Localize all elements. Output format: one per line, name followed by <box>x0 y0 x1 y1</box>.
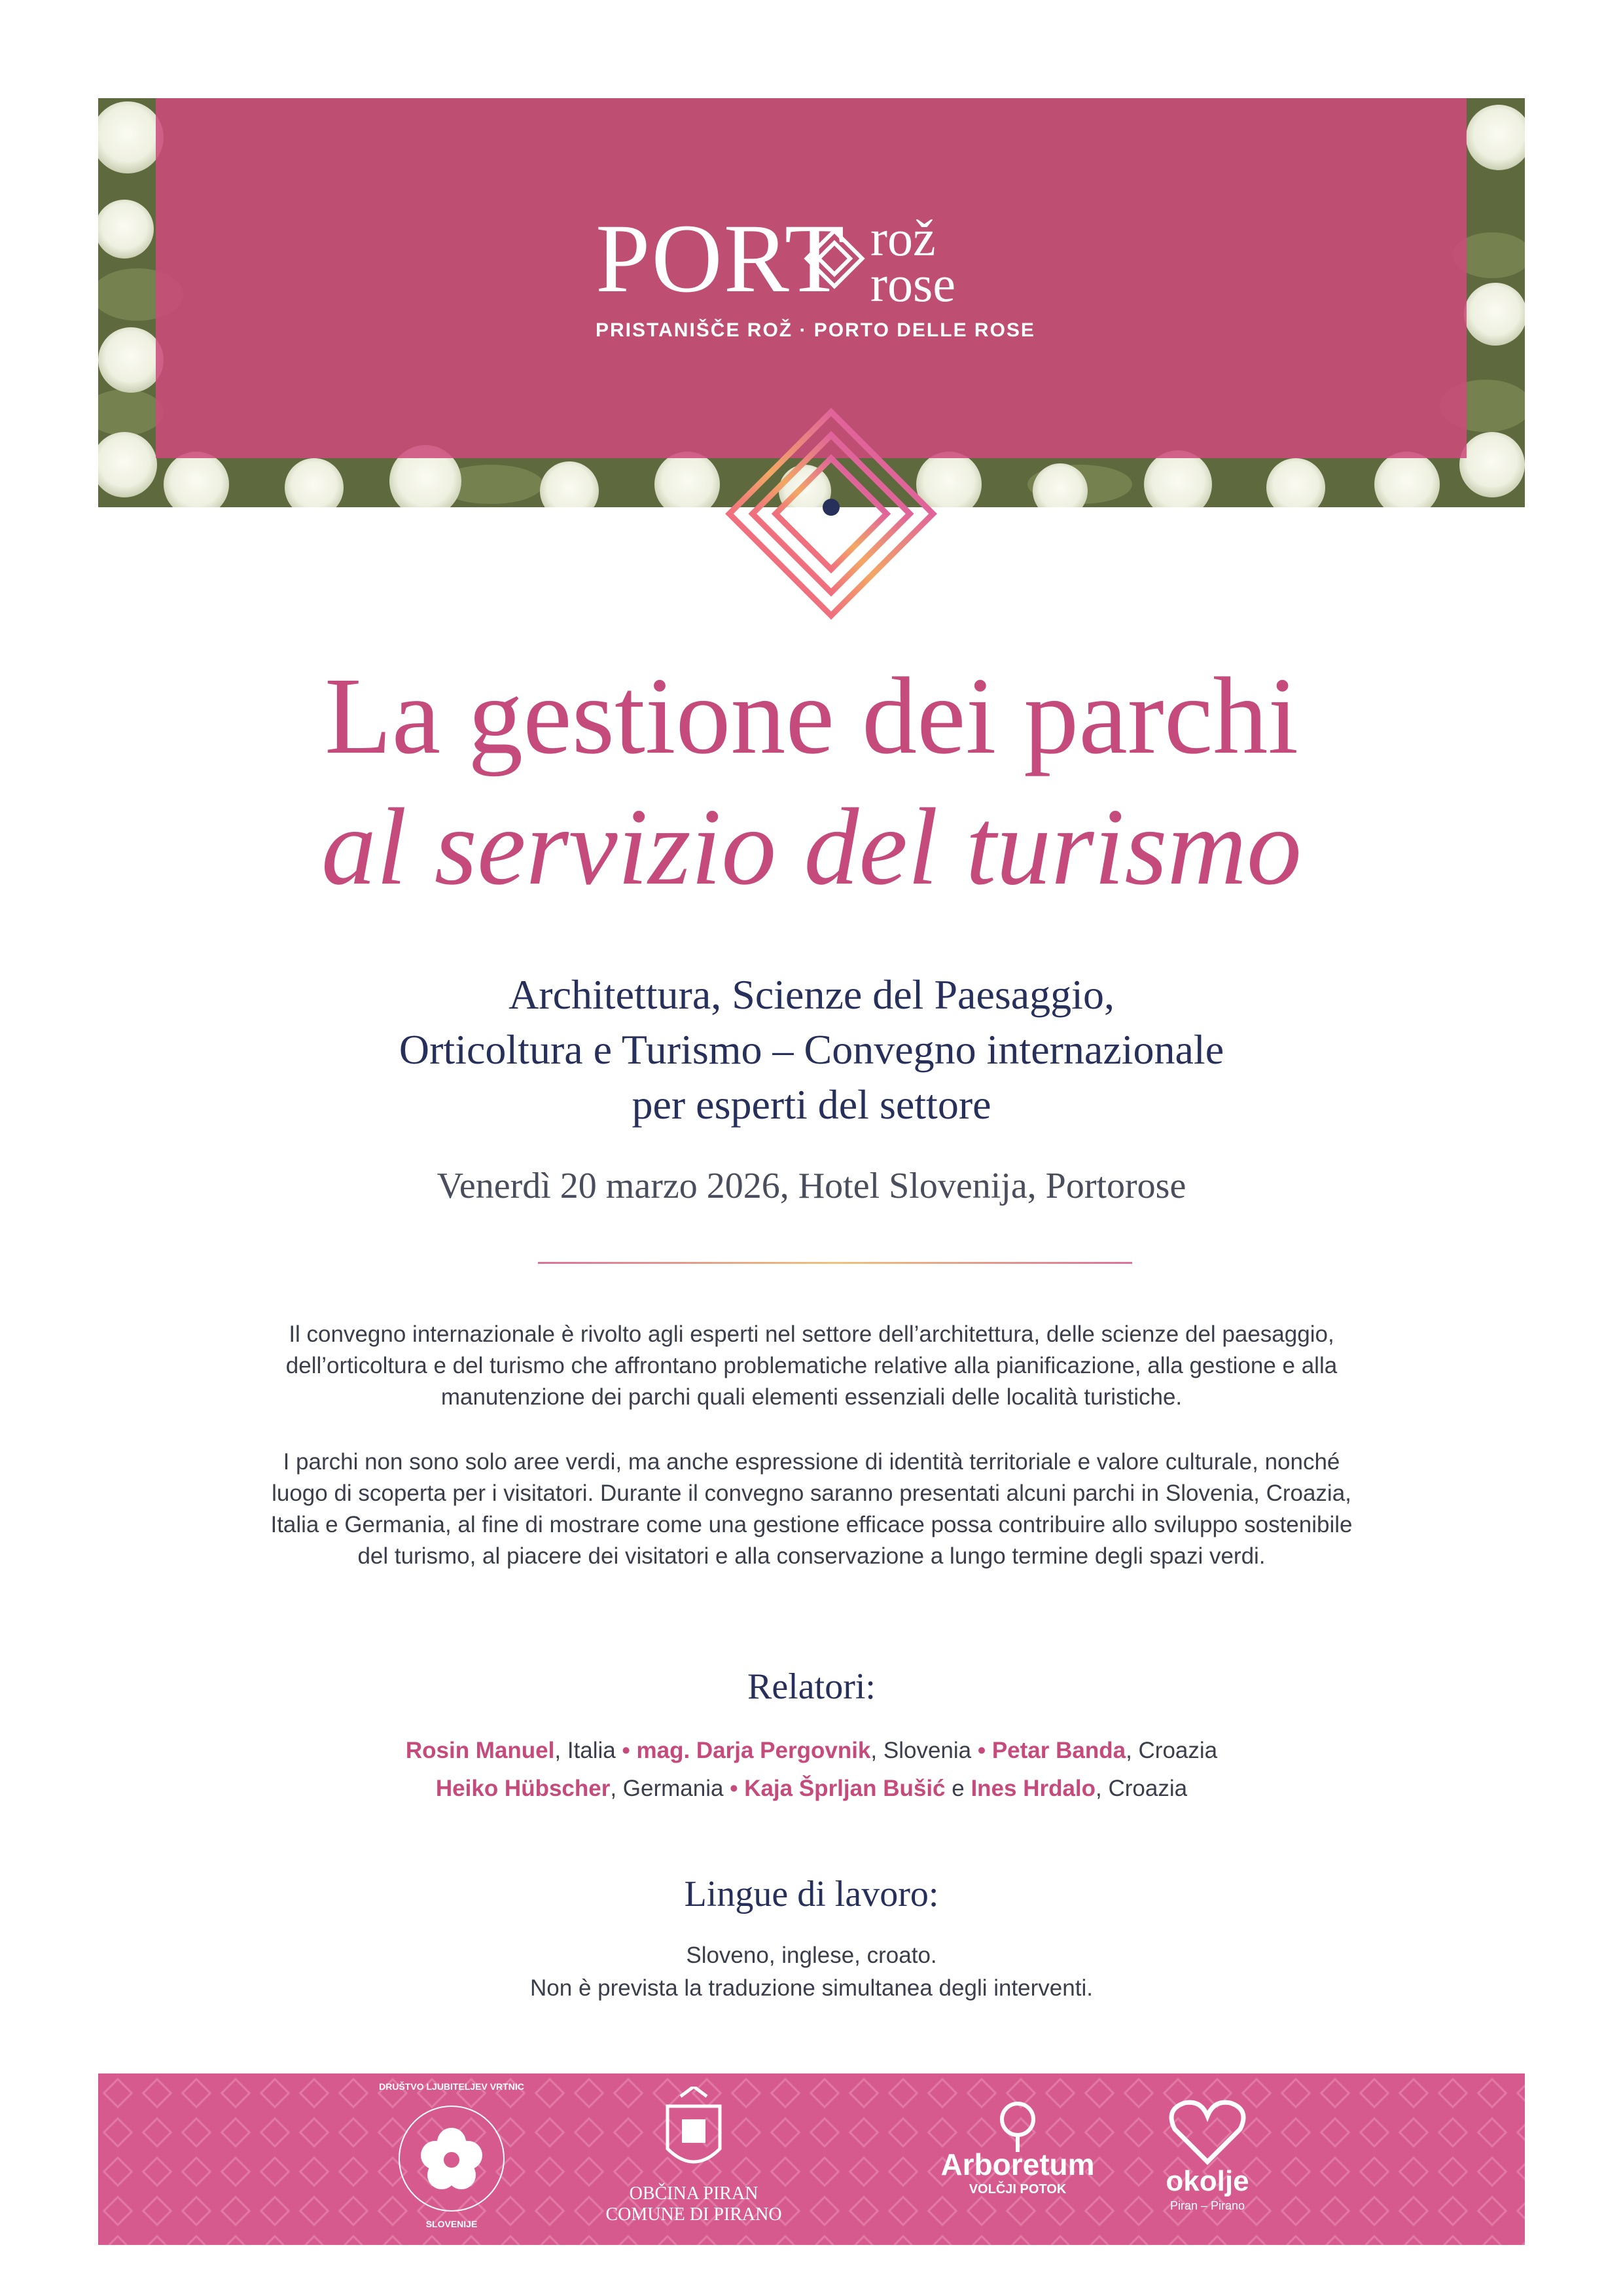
speaker-name: Petar Banda <box>991 1738 1126 1763</box>
speakers-heading: Relatori: <box>747 1666 876 1707</box>
title-line-1: La gestione dei parchi <box>324 655 1299 777</box>
intro-p2-line: Italia e Germania, al fine di mostrare come una gestione efficace possa contribuire allo sviluppo sostenibile <box>270 1512 1353 1537</box>
intro-p2-line: del turismo, al piacere dei visitatori e alla conservazione a lungo termine degli spazi verdi. <box>357 1543 1266 1569</box>
logo-tagline: PRISTANIŠČE ROŽ · PORTO DELLE ROSE <box>596 319 1035 341</box>
intro-paragraph-1 <box>0 1319 1623 1413</box>
intro-p1-line: dell’orticoltura e del turismo che affrontano problematiche relative alla pianificazione, alla gestione e alla <box>285 1353 1338 1378</box>
arboretum-tree-icon <box>985 2100 1050 2152</box>
logo-top-word: rož <box>870 209 936 266</box>
arboretum-title: Arboretum <box>940 2147 1095 2181</box>
speaker-country: , Slovenia <box>870 1738 972 1763</box>
intro-p1-line: Il convegno internazionale è rivolto agli esperti nel settore dell’architettura, delle scienze del paesaggio, <box>289 1321 1334 1347</box>
footer-partners <box>98 2073 1525 2245</box>
logo-knot-icon <box>798 223 870 295</box>
speakers-line-2 <box>0 1776 1623 1802</box>
subtitle-line-1: Architettura, Scienze del Paesaggio, <box>508 971 1115 1018</box>
separator: • <box>971 1738 992 1763</box>
logo-word: PORT <box>596 204 846 313</box>
subtitle-line-2: Orticoltura e Turismo – Convegno internazionale <box>399 1026 1224 1073</box>
speaker-name: Ines Hrdalo <box>971 1776 1096 1801</box>
speaker-name: Rosin Manuel <box>405 1738 555 1763</box>
separator: • <box>723 1776 745 1801</box>
languages-line-1: Sloveno, inglese, croato. <box>686 1943 937 1968</box>
languages-heading: Lingue di lavoro: <box>684 1874 939 1914</box>
speaker-name: mag. Darja Pergovnik <box>636 1738 871 1763</box>
rose-society-top-text: DRUŠTVO LJUBITELJEV VRTNIC <box>379 2081 524 2092</box>
languages-line-2: Non è prevista la traduzione simultanea degli interventi. <box>530 1975 1093 2001</box>
piran-text-line-2: COMUNE DI PIRANO <box>605 2204 782 2225</box>
speaker-name: Kaja Šprljan Bušić <box>744 1776 946 1801</box>
footer-pattern <box>98 2073 1525 2245</box>
piran-text-line-1: OBČINA PIRAN <box>629 2183 758 2204</box>
speaker-country: , Italia <box>554 1738 616 1763</box>
divider <box>538 1262 1132 1264</box>
event-dateline: Venerdì 20 marzo 2026, Hotel Slovenija, Portorose <box>437 1166 1186 1206</box>
conjunction: e <box>945 1776 971 1801</box>
subtitle <box>0 967 1623 1132</box>
speakers-line-1 <box>0 1738 1623 1764</box>
title-line-2: al servizio del turismo <box>321 786 1302 908</box>
subtitle-line-3: per esperti del settore <box>632 1081 991 1128</box>
intro-p2-line: I parchi non sono solo aree verdi, ma anche espressione di identità territoriale e valore culturale, nonché <box>283 1449 1340 1475</box>
arboretum-subtitle: VOLČJI POTOK <box>969 2182 1067 2197</box>
speaker-country: , Germania <box>610 1776 724 1801</box>
okolje-title: okolje <box>1166 2165 1249 2197</box>
intro-p2-line: luogo di scoperta per i visitatori. Durante il convegno saranno presentati alcuni parchi in Slovenia, Croazia, <box>272 1480 1351 1506</box>
okolje-subtitle: Piran – Pirano <box>1169 2199 1245 2212</box>
separator: • <box>615 1738 637 1763</box>
speaker-country: , Croazia <box>1126 1738 1218 1763</box>
okolje-heart-icon <box>1165 2096 1250 2168</box>
intro-paragraph-2 <box>0 1446 1623 1572</box>
knot-emblem-icon <box>713 396 949 632</box>
rose-society-logo-icon <box>386 2093 517 2224</box>
intro-p1-line: manutenzione dei parchi quali elementi essenziali delle località turistiche. <box>440 1384 1183 1410</box>
speaker-name: Heiko Hübscher <box>435 1776 611 1801</box>
speaker-country: , Croazia <box>1096 1776 1188 1801</box>
logo-bottom-word: rose <box>870 255 955 312</box>
rose-society-bottom-text: SLOVENIJE <box>425 2219 478 2229</box>
piran-coat-of-arms-icon <box>641 2087 746 2185</box>
